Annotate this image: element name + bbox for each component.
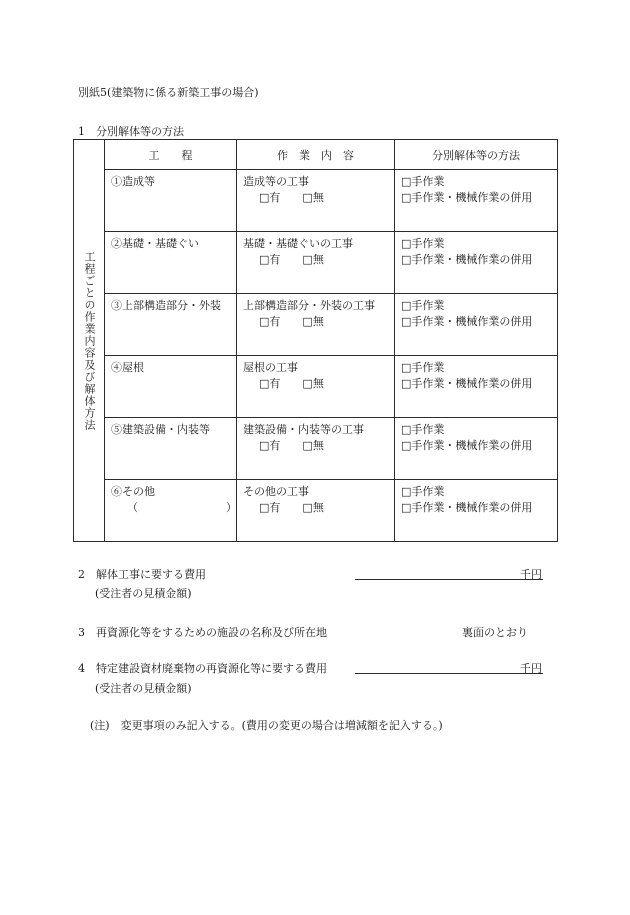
checkbox-no[interactable]: □ — [302, 191, 313, 204]
column-header-process: 工 程 — [105, 140, 237, 170]
checkbox-combined[interactable]: □ — [401, 501, 412, 514]
option-no-label: 無 — [312, 191, 324, 204]
checkbox-no[interactable]: □ — [302, 377, 313, 390]
option-no-label: 無 — [312, 439, 324, 452]
checkbox-yes[interactable]: □ — [259, 315, 270, 328]
method-manual-label: 手作業 — [411, 423, 445, 436]
checkbox-yes[interactable]: □ — [259, 253, 270, 266]
table-row — [74, 232, 558, 294]
method-manual-label: 手作業 — [411, 299, 445, 312]
option-yes-label: 有 — [269, 315, 281, 328]
cost-field[interactable] — [355, 565, 543, 580]
demolition-method-table — [73, 139, 558, 542]
process-name: ①造成等 — [111, 175, 155, 188]
table-row — [74, 294, 558, 356]
table-row — [74, 480, 558, 542]
process-name: ④屋根 — [111, 361, 144, 374]
note: (注) 変更事項のみ記入する。(費用の変更の場合は増減額を記入する。) — [90, 719, 443, 732]
checkbox-no[interactable]: □ — [302, 439, 313, 452]
process-name: ②基礎・基礎ぐい — [111, 237, 199, 250]
work-description: 基礎・基礎ぐいの工事 — [243, 237, 353, 250]
work-description: 屋根の工事 — [243, 361, 298, 374]
process-name: ③上部構造部分・外装 — [111, 299, 221, 312]
work-description: その他の工事 — [243, 485, 309, 498]
method-manual-label: 手作業 — [411, 361, 445, 374]
method-combined-label: 手作業・機械作業の併用 — [411, 191, 533, 204]
checkbox-yes[interactable]: □ — [259, 191, 270, 204]
section4-unit: 千円 — [520, 662, 542, 675]
column-header-method: 分別解体等の方法 — [395, 140, 558, 170]
work-description: 上部構造部分・外装の工事 — [243, 299, 375, 312]
method-manual-label: 手作業 — [411, 175, 445, 188]
option-yes-label: 有 — [269, 253, 281, 266]
option-yes-label: 有 — [269, 191, 281, 204]
method-combined-label: 手作業・機械作業の併用 — [411, 501, 533, 514]
method-combined-label: 手作業・機械作業の併用 — [411, 253, 533, 266]
checkbox-no[interactable]: □ — [302, 501, 313, 514]
checkbox-combined[interactable]: □ — [401, 315, 412, 328]
option-no-label: 無 — [312, 377, 324, 390]
section2-label: 2 解体工事に要する費用 — [78, 568, 206, 581]
document-title: 別紙5(建築物に係る新築工事の場合) — [78, 86, 259, 99]
section2-sub: (受注者の見積金額) — [95, 587, 192, 600]
section4-label: 4 特定建設資材廃棄物の再資源化等に要する費用 — [78, 662, 327, 675]
checkbox-manual[interactable]: □ — [401, 361, 412, 374]
option-yes-label: 有 — [269, 377, 281, 390]
checkbox-manual[interactable]: □ — [401, 175, 412, 188]
option-no-label: 無 — [312, 501, 324, 514]
side-label: 工程ごとの作業内容及び解体方法 — [74, 140, 105, 542]
method-combined-label: 手作業・機械作業の併用 — [411, 439, 533, 452]
section1-heading: 1 分別解体等の方法 — [78, 125, 184, 138]
checkbox-combined[interactable]: □ — [401, 191, 412, 204]
checkbox-no[interactable]: □ — [302, 315, 313, 328]
method-combined-label: 手作業・機械作業の併用 — [411, 315, 533, 328]
section2-unit: 千円 — [520, 568, 542, 581]
work-description: 造成等の工事 — [243, 175, 309, 188]
process-name: ⑤建築設備・内装等 — [111, 423, 210, 436]
section3-value: 裏面のとおり — [462, 626, 528, 639]
checkbox-no[interactable]: □ — [302, 253, 313, 266]
table-row — [74, 418, 558, 480]
table-row — [74, 170, 558, 232]
recycling-cost-field[interactable] — [355, 659, 543, 674]
checkbox-combined[interactable]: □ — [401, 439, 412, 452]
option-yes-label: 有 — [269, 439, 281, 452]
option-no-label: 無 — [312, 315, 324, 328]
option-no-label: 無 — [312, 253, 324, 266]
column-header-work: 作 業 内 容 — [237, 140, 395, 170]
checkbox-yes[interactable]: □ — [259, 501, 270, 514]
checkbox-combined[interactable]: □ — [401, 253, 412, 266]
option-yes-label: 有 — [269, 501, 281, 514]
process-name: ⑥その他 — [111, 485, 155, 498]
checkbox-manual[interactable]: □ — [401, 485, 412, 498]
method-manual-label: 手作業 — [411, 237, 445, 250]
checkbox-yes[interactable]: □ — [259, 439, 270, 452]
table-header-row — [74, 140, 558, 170]
checkbox-combined[interactable]: □ — [401, 377, 412, 390]
section4-sub: (受注者の見積金額) — [95, 682, 192, 695]
section3-label: 3 再資源化等をするための施設の名称及び所在地 — [78, 626, 327, 639]
checkbox-manual[interactable]: □ — [401, 299, 412, 312]
checkbox-yes[interactable]: □ — [259, 377, 270, 390]
work-description: 建築設備・内装等の工事 — [243, 423, 364, 436]
method-combined-label: 手作業・機械作業の併用 — [411, 377, 533, 390]
method-manual-label: 手作業 — [411, 485, 445, 498]
checkbox-manual[interactable]: □ — [401, 237, 412, 250]
checkbox-manual[interactable]: □ — [401, 423, 412, 436]
table-row — [74, 356, 558, 418]
process-other-blank[interactable]: （ ） — [127, 501, 237, 514]
